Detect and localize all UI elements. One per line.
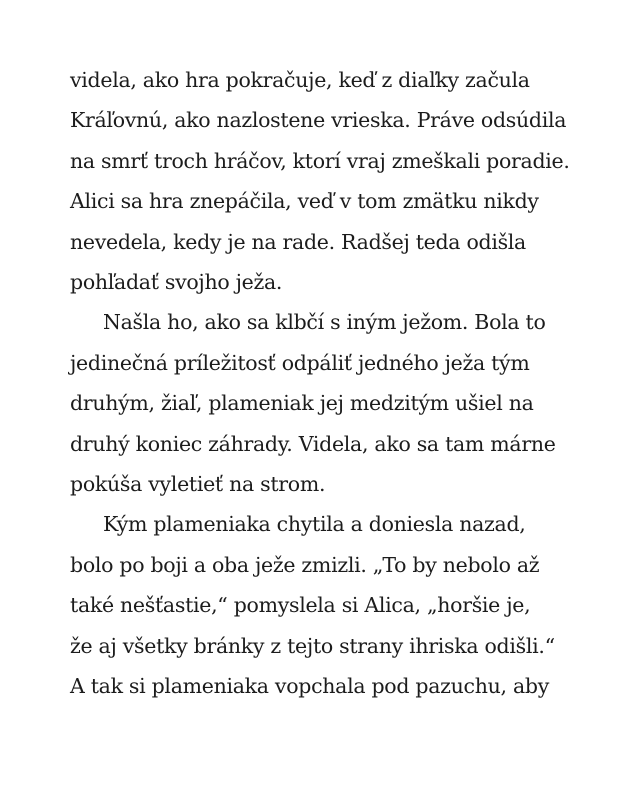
paragraph-first-line: Našla ho, ako sa klbčí s iným ježom. Bola to xyxy=(103,310,546,335)
text-line: že aj všetky bránky z tejto strany ihriska odišli.“ xyxy=(70,633,555,658)
text-line: bolo po boji a oba ježe zmizli. „To by nebolo až xyxy=(70,552,540,577)
text-line: druhým, žiaľ, plameniak jej medzitým ušiel na xyxy=(70,391,534,416)
text-line: druhý koniec záhrady. Videla, ako sa tam márne xyxy=(70,431,556,456)
text-line: videla, ako hra pokračuje, keď z diaľky začula xyxy=(70,68,530,92)
body-text xyxy=(70,60,590,707)
text-line: Kráľovnú, ako nazlostene vrieska. Práve odsúdila xyxy=(70,108,567,133)
text-line: na smrť troch hráčov, ktorí vraj zmeškali poradie. xyxy=(70,148,570,173)
text-line: A tak si plameniaka vopchala pod pazuchu, aby xyxy=(70,674,549,699)
text-line: jedinečná príležitosť odpáliť jedného ježa tým xyxy=(70,350,530,375)
text-line: nevedela, kedy je na rade. Radšej teda odišla xyxy=(70,229,526,254)
text-line: Alici sa hra znepáčila, veď v tom zmätku nikdy xyxy=(70,189,539,214)
text-line: pokúša vyletieť na strom. xyxy=(70,472,326,497)
paragraph-first-line: Kým plameniaka chytila a doniesla nazad, xyxy=(103,512,526,537)
text-line: pohľadať svojho ježa. xyxy=(70,270,283,295)
text-line: také nešťastie,“ pomyslela si Alica, „horšie je, xyxy=(70,593,531,618)
